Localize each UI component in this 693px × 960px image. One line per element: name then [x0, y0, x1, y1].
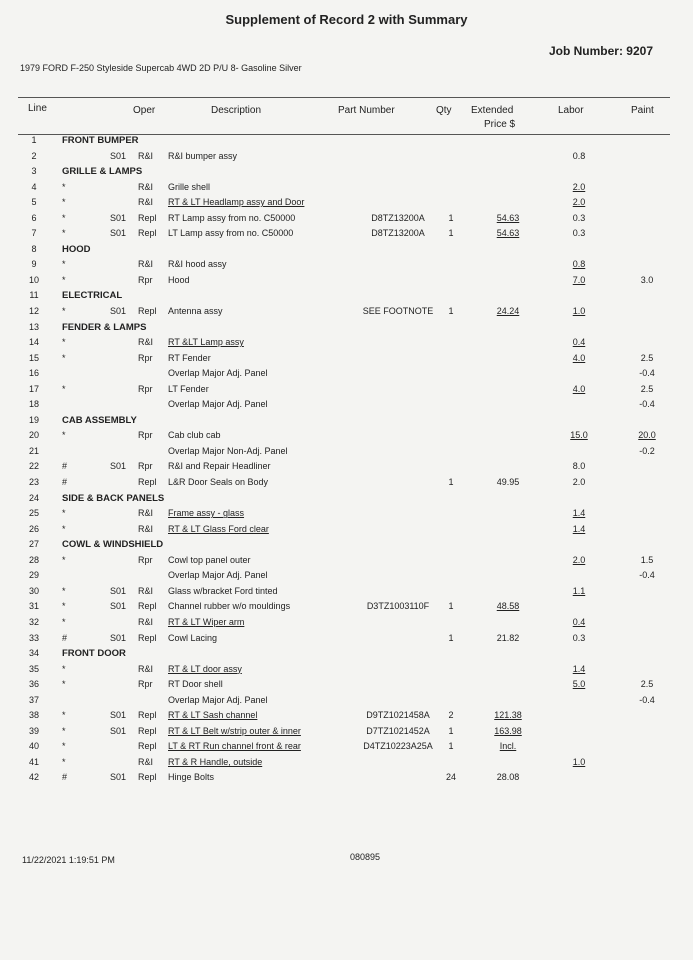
labor-hours: 4.0: [572, 352, 586, 363]
section-heading: COWL & WINDSHIELD: [62, 539, 164, 551]
part-number: D7TZ1021452A: [366, 725, 430, 736]
operation: Repl: [138, 741, 157, 752]
row-marker: *: [62, 337, 66, 348]
paint-hours: -0.4: [639, 570, 655, 581]
line-number: 38: [28, 710, 39, 721]
row-marker: *: [62, 228, 66, 239]
line-number: 25: [28, 508, 39, 519]
row-marker: *: [62, 741, 66, 752]
labor-hours: 1.4: [572, 663, 586, 674]
operation: Repl: [138, 772, 157, 783]
section-heading: ELECTRICAL: [62, 290, 123, 302]
supplement-code: S01: [110, 150, 127, 161]
table-row: [18, 413, 670, 429]
table-row: [18, 428, 670, 444]
line-number: 30: [28, 585, 39, 596]
line-number: 10: [28, 274, 39, 285]
line-number: 12: [28, 306, 39, 317]
col-extended: Extended: [471, 105, 514, 116]
line-number: 6: [31, 212, 37, 223]
line-number: 22: [28, 461, 39, 472]
line-number: 37: [28, 694, 39, 705]
table-row: [18, 739, 670, 755]
row-marker: *: [62, 508, 66, 519]
table-header: [18, 97, 670, 135]
description: Cab club cab: [168, 430, 221, 441]
paint-hours: -0.4: [639, 399, 655, 410]
document-title: Supplement of Record 2 with Summary: [225, 12, 468, 27]
paint-hours: 2.5: [640, 383, 654, 394]
labor-hours: 2.0: [572, 197, 586, 208]
labor-hours: 15.0: [570, 430, 588, 441]
row-marker: *: [62, 306, 66, 317]
description: Overlap Major Adj. Panel: [168, 570, 268, 581]
labor-hours: 0.3: [572, 228, 586, 239]
table-row: [18, 615, 670, 631]
row-marker: *: [62, 197, 66, 208]
description: LT Lamp assy from no. C50000: [168, 228, 294, 239]
description: RT Lamp assy from no. C50000: [168, 212, 296, 223]
operation: Repl: [138, 725, 157, 736]
description: Antenna assy: [168, 306, 223, 317]
operation: R&I: [138, 523, 154, 534]
table-row: [18, 677, 670, 693]
description: R&I hood assy: [168, 259, 227, 270]
row-marker: *: [62, 259, 66, 270]
table-row: [18, 133, 670, 149]
description: RT & LT Sash channel: [168, 710, 258, 721]
operation: R&I: [138, 756, 154, 767]
paint-hours: 20.0: [638, 430, 656, 441]
line-number: 16: [28, 368, 39, 379]
part-number: D3TZ1003110F: [366, 601, 430, 612]
line-number: 28: [28, 554, 39, 565]
extended-price: 21.82: [496, 632, 520, 643]
line-number: 13: [28, 321, 39, 332]
line-number: 7: [31, 228, 37, 239]
line-number: 34: [28, 648, 39, 659]
table-row: [18, 506, 670, 522]
extended-price: 54.63: [496, 228, 520, 239]
line-number: 36: [28, 679, 39, 690]
description: R&I bumper assy: [168, 150, 238, 161]
labor-hours: 5.0: [572, 679, 586, 690]
table-row: [18, 273, 670, 289]
labor-hours: 8.0: [572, 461, 586, 472]
table-row: [18, 522, 670, 538]
operation: Repl: [138, 710, 157, 721]
section-heading: FRONT DOOR: [62, 648, 126, 660]
line-number: 42: [28, 772, 39, 783]
line-number: 21: [28, 445, 39, 456]
table-row: [18, 584, 670, 600]
operation: Repl: [138, 477, 157, 488]
labor-hours: 4.0: [572, 383, 586, 394]
operation: R&I: [138, 585, 154, 596]
operation: R&I: [138, 181, 154, 192]
labor-hours: 1.0: [572, 756, 586, 767]
line-number: 24: [28, 492, 39, 503]
table-row: [18, 693, 670, 709]
operation: Rpr: [138, 554, 153, 565]
labor-hours: 1.4: [572, 508, 586, 519]
extended-price: 48.58: [496, 601, 520, 612]
col-description: Description: [211, 105, 262, 116]
supplement-code: S01: [110, 772, 127, 783]
line-number: 3: [31, 166, 37, 177]
table-row: [18, 475, 670, 491]
table-row: [18, 553, 670, 569]
description: Frame assy - glass: [168, 508, 245, 519]
paint-hours: 3.0: [640, 274, 654, 285]
quantity: 1: [448, 212, 454, 223]
col-paint: Paint: [631, 105, 654, 116]
part-number: SEE FOOTNOTE: [362, 306, 434, 317]
supplement-code: S01: [110, 461, 127, 472]
line-number: 1: [31, 135, 37, 145]
paint-hours: 1.5: [640, 554, 654, 565]
quantity: 1: [448, 601, 454, 612]
table-row: [18, 708, 670, 724]
operation: R&I: [138, 616, 154, 627]
vehicle-description: 1979 FORD F-250 Styleside Supercab 4WD 2D P/U 8- Gasoline Silver: [20, 63, 302, 73]
table-row: [18, 631, 670, 647]
col-qty: Qty: [436, 105, 452, 116]
labor-hours: 2.0: [572, 477, 586, 488]
row-marker: *: [62, 710, 66, 721]
quantity: 1: [448, 306, 454, 317]
quantity: 2: [448, 710, 454, 721]
table-row: [18, 257, 670, 273]
line-number: 35: [28, 663, 39, 674]
description: RT & LT Glass Ford clear: [168, 523, 269, 534]
operation: R&I: [138, 508, 154, 519]
line-number: 39: [28, 725, 39, 736]
operation: Rpr: [138, 383, 153, 394]
row-marker: *: [62, 554, 66, 565]
table-row: [18, 491, 670, 507]
table-row: [18, 599, 670, 615]
table-row: [18, 149, 670, 165]
row-marker: *: [62, 430, 66, 441]
description: LT & RT Run channel front & rear: [168, 741, 301, 752]
line-number: 5: [31, 197, 37, 208]
extended-price: 28.08: [496, 772, 520, 783]
line-number: 33: [28, 632, 39, 643]
table-row: [18, 164, 670, 180]
extended-price: 24.24: [496, 306, 520, 317]
operation: Repl: [138, 632, 157, 643]
col-labor: Labor: [558, 105, 584, 116]
table-row: [18, 537, 670, 553]
row-marker: *: [62, 523, 66, 534]
table-row: [18, 568, 670, 584]
line-number: 17: [28, 383, 39, 394]
row-marker: *: [62, 383, 66, 394]
description: Hood: [168, 274, 190, 285]
section-heading: FRONT BUMPER: [62, 135, 139, 146]
description: Overlap Major Adj. Panel: [168, 368, 268, 379]
description: RT & R Handle, outside: [168, 756, 263, 767]
description: LT Fender: [168, 383, 209, 394]
paint-hours: -0.2: [639, 445, 655, 456]
paint-hours: -0.4: [639, 368, 655, 379]
row-marker: *: [62, 725, 66, 736]
description: RT & LT Belt w/strip outer & inner: [168, 725, 301, 736]
quantity: 1: [448, 477, 454, 488]
line-number: 14: [28, 337, 39, 348]
table-row: [18, 755, 670, 771]
row-marker: #: [62, 772, 68, 783]
labor-hours: 0.4: [572, 337, 586, 348]
job-number: Job Number: 9207: [548, 44, 653, 58]
row-marker: *: [62, 756, 66, 767]
description: Hinge Bolts: [168, 772, 215, 783]
operation: Rpr: [138, 430, 153, 441]
table-row: [18, 195, 670, 211]
table-row: [18, 351, 670, 367]
line-number: 29: [28, 570, 39, 581]
part-number: D8TZ13200A: [371, 212, 425, 223]
operation: Repl: [138, 601, 157, 612]
row-marker: *: [62, 274, 66, 285]
line-number: 41: [28, 756, 39, 767]
operation: R&I: [138, 259, 154, 270]
extended-price: 163.98: [494, 725, 522, 736]
quantity: 1: [448, 228, 454, 239]
labor-hours: 2.0: [572, 181, 586, 192]
description: Overlap Major Non-Adj. Panel: [168, 445, 288, 456]
description: RT & LT door assy: [168, 663, 242, 674]
description: RT Door shell: [168, 679, 223, 690]
col-price-unit: Price $: [484, 119, 516, 130]
row-marker: *: [62, 601, 66, 612]
line-number: 40: [28, 741, 39, 752]
line-number: 19: [28, 414, 39, 425]
description: Grille shell: [168, 181, 211, 192]
operation: Rpr: [138, 352, 153, 363]
table-row: [18, 770, 670, 786]
row-marker: #: [62, 477, 68, 488]
supplement-code: S01: [110, 601, 127, 612]
description: L&R Door Seals on Body: [168, 477, 269, 488]
description: RT & LT Wiper arm: [168, 616, 245, 627]
labor-hours: 0.3: [572, 632, 586, 643]
line-number: 23: [28, 477, 39, 488]
table-row: [18, 459, 670, 475]
description: Overlap Major Adj. Panel: [168, 399, 268, 410]
table-row: [18, 211, 670, 227]
labor-hours: 0.4: [572, 616, 586, 627]
extended-price: 54.63: [496, 212, 520, 223]
supplement-code: S01: [110, 710, 127, 721]
supplement-code: S01: [110, 725, 127, 736]
labor-hours: 1.1: [572, 585, 586, 596]
labor-hours: 1.0: [572, 306, 586, 317]
part-number: D8TZ13200A: [371, 228, 425, 239]
table-row: [18, 304, 670, 320]
operation: Rpr: [138, 274, 153, 285]
extended-price: 121.38: [494, 710, 522, 721]
labor-hours: 0.3: [572, 212, 586, 223]
line-number: 32: [28, 616, 39, 627]
section-heading: CAB ASSEMBLY: [62, 414, 137, 426]
col-line: Line: [28, 103, 47, 114]
description: Cowl top panel outer: [168, 554, 251, 565]
table-row: [18, 662, 670, 678]
line-number: 27: [28, 539, 39, 550]
part-number: D4TZ10223A25A: [363, 741, 433, 752]
supplement-code: S01: [110, 212, 127, 223]
operation: Rpr: [138, 679, 153, 690]
extended-price: Incl.: [499, 741, 517, 752]
labor-hours: 7.0: [572, 274, 586, 285]
table-row: [18, 397, 670, 413]
print-timestamp: 11/22/2021 1:19:51 PM: [22, 855, 115, 865]
supplement-code: S01: [110, 632, 127, 643]
operation: Repl: [138, 306, 157, 317]
table-row: [18, 320, 670, 336]
line-number: 26: [28, 523, 39, 534]
labor-hours: 1.4: [572, 523, 586, 534]
operation: R&I: [138, 663, 154, 674]
section-heading: FENDER & LAMPS: [62, 321, 147, 333]
row-marker: *: [62, 616, 66, 627]
operation: Rpr: [138, 461, 153, 472]
line-number: 15: [28, 352, 39, 363]
row-marker: *: [62, 181, 66, 192]
paint-hours: 2.5: [640, 352, 654, 363]
supplement-code: S01: [110, 585, 127, 596]
extended-price: 49.95: [496, 477, 520, 488]
table-row: [18, 646, 670, 662]
quantity: 1: [448, 725, 454, 736]
line-number: 11: [29, 290, 39, 301]
section-heading: GRILLE & LAMPS: [62, 166, 143, 178]
operation: R&I: [138, 197, 154, 208]
row-marker: *: [62, 212, 66, 223]
row-marker: *: [62, 585, 66, 596]
supplement-code: S01: [110, 228, 127, 239]
table-row: [18, 242, 670, 258]
operation: R&I: [138, 337, 154, 348]
section-heading: HOOD: [62, 243, 91, 255]
table-row: [18, 724, 670, 740]
document-code: 080895: [350, 852, 381, 862]
line-number: 9: [31, 259, 37, 270]
line-number: 4: [31, 181, 37, 192]
table-row: [18, 444, 670, 460]
operation: R&I: [138, 150, 154, 161]
description: Overlap Major Adj. Panel: [168, 694, 268, 705]
line-number: 20: [28, 430, 39, 441]
row-marker: *: [62, 352, 66, 363]
row-marker: *: [62, 663, 66, 674]
description: Cowl Lacing: [168, 632, 218, 643]
line-number: 8: [31, 243, 37, 254]
labor-hours: 0.8: [572, 259, 586, 270]
supplement-code: S01: [110, 306, 127, 317]
col-oper: Oper: [133, 105, 156, 116]
description: R&I and Repair Headliner: [168, 461, 271, 472]
table-row: [18, 180, 670, 196]
paint-hours: -0.4: [639, 694, 655, 705]
labor-hours: 2.0: [572, 554, 586, 565]
description: RT &LT Lamp assy: [168, 337, 244, 348]
table-row: [18, 382, 670, 398]
description: RT & LT Headlamp assy and Door: [168, 197, 305, 208]
table-row: [18, 335, 670, 351]
part-number: D9TZ1021458A: [366, 710, 430, 721]
description: RT Fender: [168, 352, 211, 363]
section-heading: SIDE & BACK PANELS: [62, 492, 165, 504]
description: Glass w/bracket Ford tinted: [168, 585, 278, 596]
line-number: 31: [28, 601, 39, 612]
estimate-table: [18, 133, 670, 786]
line-number: 18: [28, 399, 39, 410]
operation: Repl: [138, 212, 157, 223]
labor-hours: 0.8: [572, 150, 586, 161]
quantity: 24: [445, 772, 456, 783]
table-row: [18, 226, 670, 242]
table-row: [18, 366, 670, 382]
row-marker: #: [62, 461, 68, 472]
operation: Repl: [138, 228, 157, 239]
quantity: 1: [448, 741, 454, 752]
table-row: [18, 288, 670, 304]
quantity: 1: [448, 632, 454, 643]
col-part-number: Part Number: [338, 105, 395, 116]
row-marker: *: [62, 679, 66, 690]
row-marker: #: [62, 632, 68, 643]
description: Channel rubber w/o mouldings: [168, 601, 291, 612]
paint-hours: 2.5: [640, 679, 654, 690]
line-number: 2: [31, 150, 37, 161]
